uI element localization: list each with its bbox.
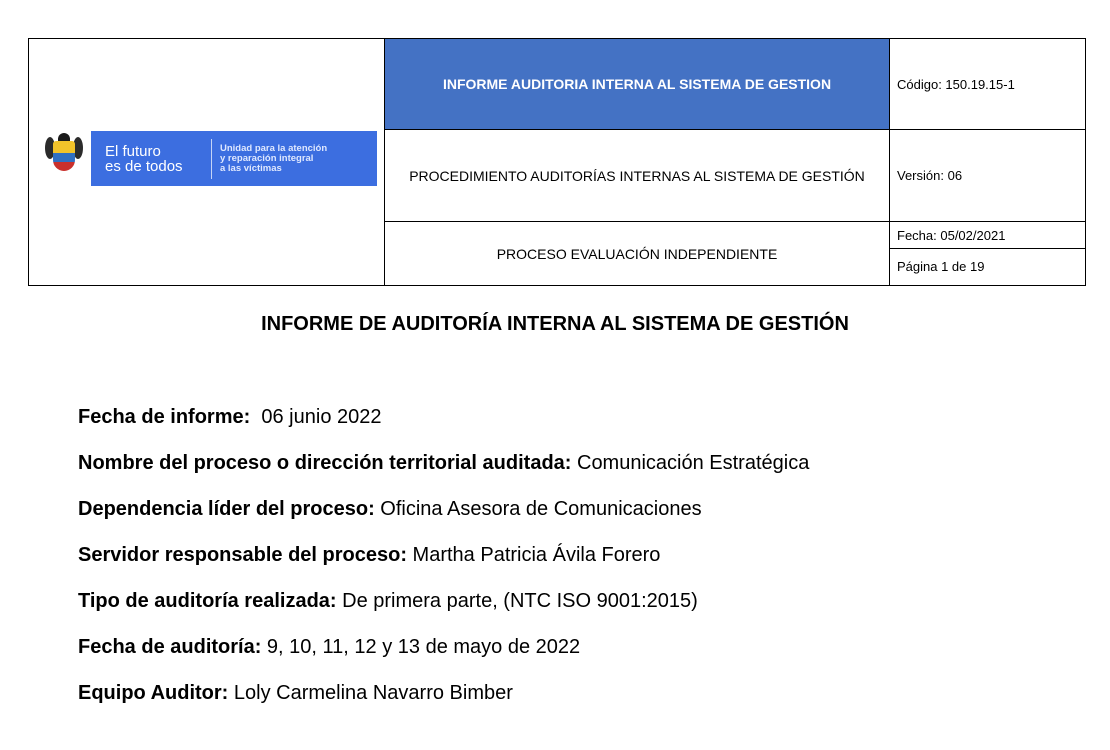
field-audit-team [78,680,809,726]
field-value: Oficina Asesora de Comunicaciones [374,498,702,520]
field-label: Servidor responsable del proceso: [78,544,407,566]
field-label: Fecha de informe: [78,406,251,428]
logo-slogan [105,144,201,174]
field-audit-type [78,588,809,634]
logo-divider [211,139,212,179]
field-label: Nombre del proceso o dirección territorial auditada: [78,452,572,474]
logo-unit-name [220,144,327,174]
header-page-number: Página 1 de 19 [897,259,985,274]
document-header-table [28,38,1086,286]
header-procedure: PROCEDIMIENTO AUDITORÍAS INTERNAS AL SISTEMA DE GESTIÓN [385,130,890,222]
header-date-page-cell [890,222,1086,286]
field-label: Tipo de auditoría realizada: [78,590,337,612]
logo-unit-line-2: y reparación integral [220,152,314,164]
field-lead-office [78,496,809,542]
field-label: Fecha de auditoría: [78,636,262,658]
report-fields [78,404,809,726]
logo-slogan-line-1: El futuro [105,142,161,160]
header-date: Fecha: 05/02/2021 [890,223,1085,249]
field-responsible-server [78,542,809,588]
logo-unit-line-3: a las víctimas [220,162,282,174]
logo-unit-line-1: Unidad para la atención [220,142,328,154]
institution-logo [37,131,377,186]
logo-slogan-line-2: es de todos [105,157,183,175]
field-value: Comunicación Estratégica [571,452,810,474]
field-process-name [78,450,809,496]
header-version: Versión: 06 [890,130,1086,222]
field-value: 9, 10, 11, 12 y 13 de mayo de 2022 [261,636,581,658]
header-code: Código: 150.19.15-1 [890,39,1086,130]
logo-cell [29,39,385,286]
field-value: Loly Carmelina Navarro Bimber [228,682,513,704]
field-label: Equipo Auditor: [78,682,229,704]
colombia-coat-of-arms-icon [37,131,91,186]
field-audit-date [78,634,809,680]
document-title: INFORME DE AUDITORÍA INTERNA AL SISTEMA DE GESTIÓN [261,313,849,335]
field-label: Dependencia líder del proceso: [78,498,375,520]
field-value: Martha Patricia Ávila Forero [407,544,661,566]
field-report-date [78,404,809,450]
field-value: 06 junio 2022 [250,406,382,428]
header-process: PROCESO EVALUACIÓN INDEPENDIENTE [385,222,890,286]
field-value: De primera parte, (NTC ISO 9001:2015) [336,590,698,612]
header-report-title: INFORME AUDITORIA INTERNA AL SISTEMA DE GESTION [385,39,890,130]
